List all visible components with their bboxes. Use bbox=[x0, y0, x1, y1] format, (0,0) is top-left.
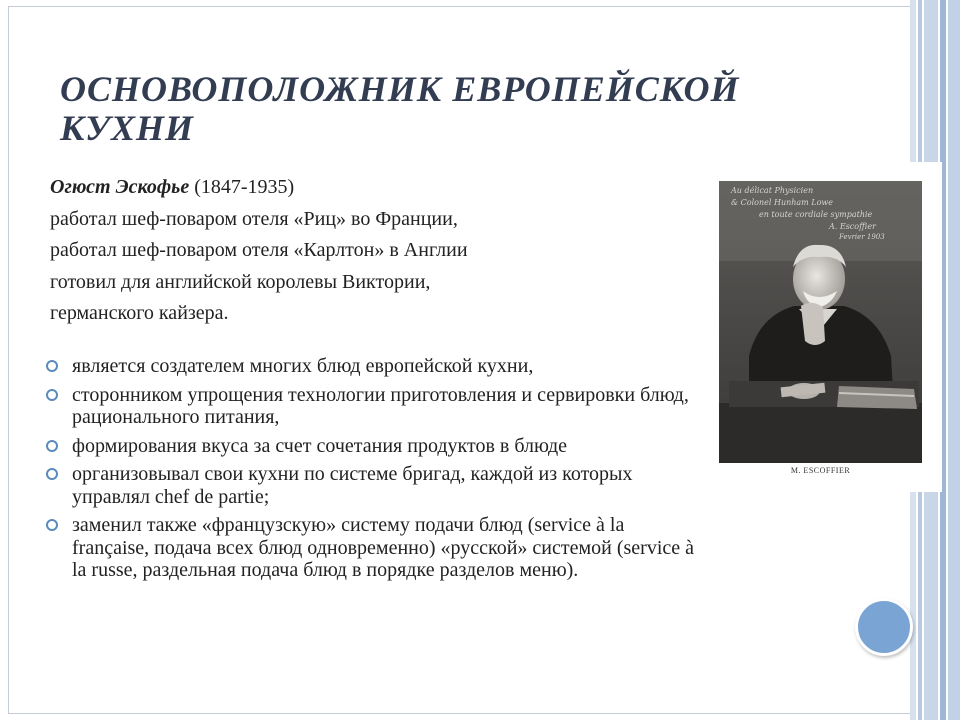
list-item-text: сторонником упрощения технологии приготовления и сервировки блюд, рационального питания, bbox=[72, 383, 689, 428]
person-name: Огюст Эскофье bbox=[50, 176, 190, 198]
bullet-list bbox=[46, 355, 696, 588]
bullet-circle-icon bbox=[46, 389, 58, 401]
list-item bbox=[46, 355, 696, 378]
svg-text:& Colonel Hunham Lowe: & Colonel Hunham Lowe bbox=[731, 198, 834, 207]
list-item-text: организовывал свои кухни по системе бригад, каждой из которых управлял chef de partie; bbox=[72, 463, 633, 508]
list-item bbox=[46, 435, 696, 458]
intro-line: работал шеф-поваром отеля «Риц» во Франции, bbox=[50, 207, 458, 230]
svg-text:en toute cordiale sympathie: en toute cordiale sympathie bbox=[759, 210, 873, 219]
bullet-circle-icon bbox=[46, 360, 58, 372]
intro-block bbox=[50, 172, 670, 330]
intro-line-name bbox=[50, 172, 670, 204]
person-years: (1847-1935) bbox=[194, 176, 295, 198]
portrait-photo bbox=[719, 181, 922, 463]
bullet-circle-icon bbox=[46, 440, 58, 452]
photo-caption: M. ESCOFFIER bbox=[790, 466, 851, 475]
intro-line: работал шеф-поваром отеля «Карлтон» в Англии bbox=[50, 239, 468, 261]
svg-text:Au délicat Physicien: Au délicat Physicien bbox=[731, 186, 814, 195]
page-title: ОСНОВОПОЛОЖНИК ЕВРОПЕЙСКОЙ КУХНИ bbox=[60, 69, 740, 148]
portrait-image bbox=[719, 181, 922, 463]
intro-line: готовил для английской королевы Виктории, bbox=[50, 270, 431, 293]
decorative-circle bbox=[855, 598, 913, 656]
bullet-circle-icon bbox=[46, 519, 58, 531]
bullet-circle-icon bbox=[46, 468, 58, 480]
svg-text:Fevrier 1903: Fevrier 1903 bbox=[839, 233, 885, 241]
svg-text:A. Escoffier: A. Escoffier bbox=[829, 222, 876, 231]
intro-line: германского кайзера. bbox=[50, 302, 229, 324]
list-item-text: формирования вкуса за счет сочетания продуктов в блюде bbox=[72, 434, 567, 457]
list-item bbox=[46, 514, 696, 582]
list-item-text: является создателем многих блюд европейской кухни, bbox=[72, 355, 534, 377]
list-item-text: заменил также «французскую» систему подачи блюд (service à la française, подача всех блюд одновременно) «русской» системой (service à la russe, раздельная подача блюд в порядке разделов меню). bbox=[72, 514, 695, 581]
list-item bbox=[46, 384, 696, 429]
list-item bbox=[46, 463, 696, 508]
